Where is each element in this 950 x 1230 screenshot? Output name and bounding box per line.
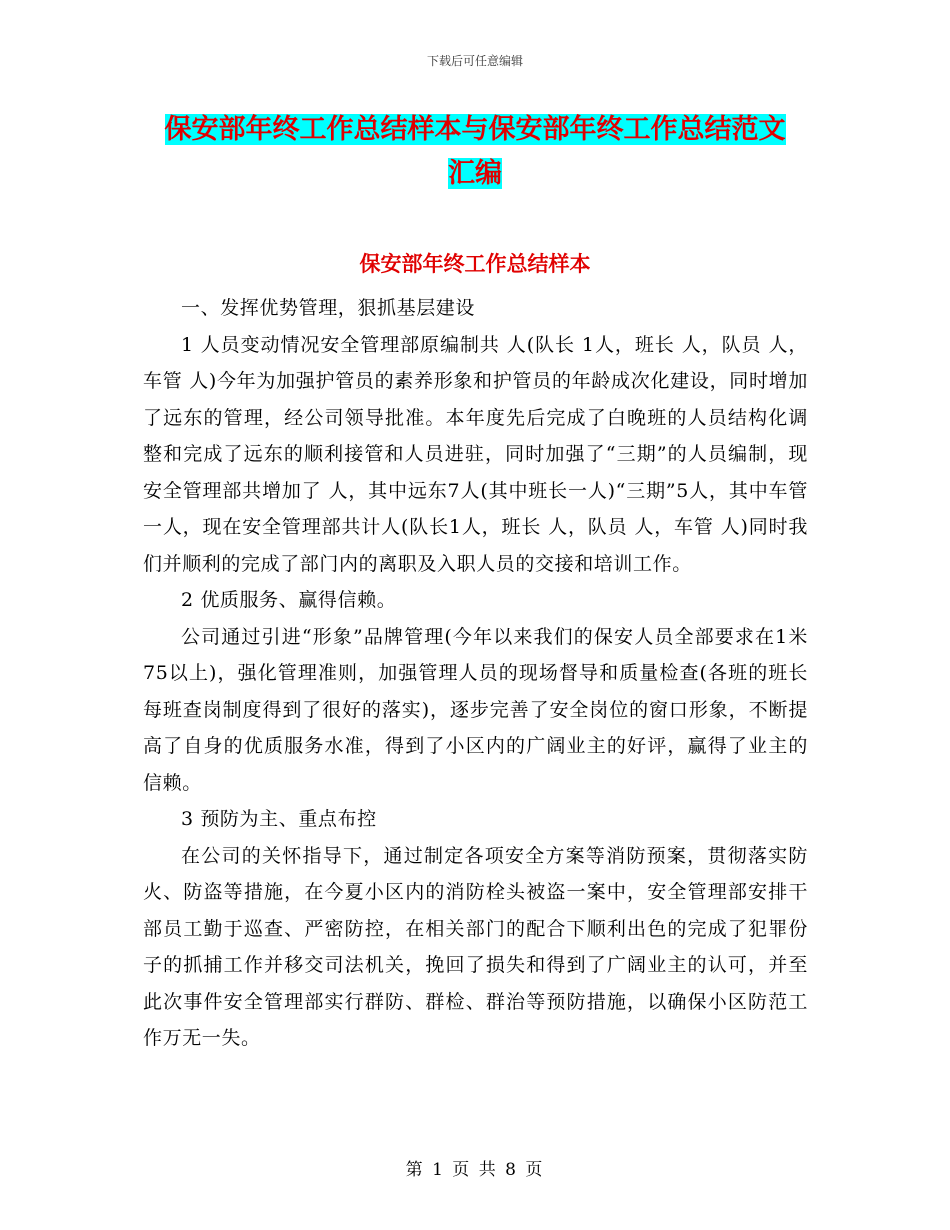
page-number: 第 1 页 共 8 页 xyxy=(405,1160,545,1180)
paragraph-heading-3: 3 预防为主、重点布控 xyxy=(181,808,377,830)
paragraph-service: 公司通过引进“形象”品牌管理(今年以来我们的保安人员全部要求在1米75以上)，强化管理准则，加强管理人员的现场督导和质量检查(各班的班长每班查岗制度得到了很好的落实)，逐步完善了安全岗位的窗口形象，不断提高了自身的优质服务水准，得到了小区内的广阔业主的好评，赢得了业主的信赖。 xyxy=(143,625,808,794)
document-title-line1: 保安部年终工作总结样本与保安部年终工作总结范文 xyxy=(164,114,786,145)
document-title-line2: 汇编 xyxy=(448,158,502,189)
document-title xyxy=(140,108,810,196)
paragraph-prevention: 在公司的关怀指导下，通过制定各项安全方案等消防预案，贯彻落实防火、防盗等措施，在今夏小区内的消防栓头被盗一案中，安全管理部安排干部员工勤于巡查、严密防控，在相关部门的配合下顺利出色的完成了犯罪份子的抓捕工作并移交司法机关，挽回了损失和得到了广阔业主的认可，并至此次事件安全管理部实行群防、群检、群治等预防措施，以确保小区防范工作万无一失。 xyxy=(143,844,808,1049)
paragraph-heading-2: 2 优质服务、赢得信赖。 xyxy=(181,589,397,611)
section-title: 保安部年终工作总结样本 xyxy=(359,252,591,276)
page-header-note: 下载后可任意编辑 xyxy=(426,54,523,68)
document-body xyxy=(143,290,808,1057)
paragraph-heading-1: 一、发挥优势管理，狠抓基层建设 xyxy=(181,297,476,319)
paragraph-personnel: 1 人员变动情况安全管理部原编制共 人(队长 1人，班长 人，队员 人，车管 人)今年为加强护管员的素养形象和护管员的年龄成次化建设，同时增加了远东的管理，经公司领导批准。本年度先后完成了白晚班的人员结构化调整和完成了远东的顺利接管和人员进驻，同时加强了“三期”的人员编制，现安全管理部共增加了 人，其中远东7人(其中班长一人)“三期”5人，其中车管一人，现在安全管理部共计人(队长1人，班长 人，队员 人，车管 人)同时我们并顺利的完成了部门内的离职及入职人员的交接和培训工作。 xyxy=(143,333,808,575)
